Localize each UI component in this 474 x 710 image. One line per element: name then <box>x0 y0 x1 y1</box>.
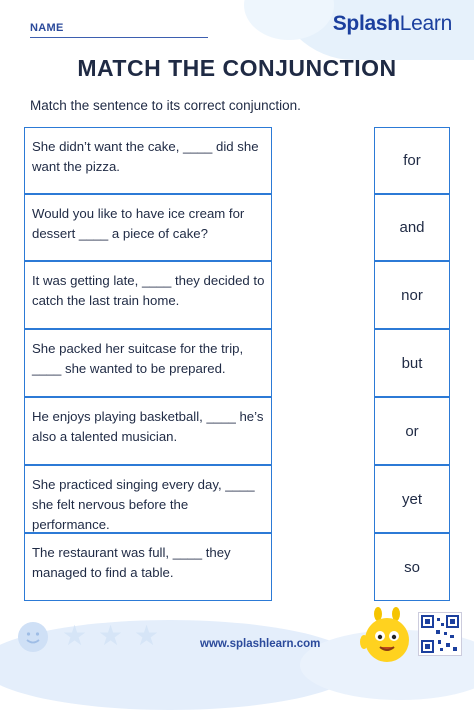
sentence-box-3 <box>24 261 272 329</box>
sentence-text: She practiced singing every day, ____ she felt nervous before the performance. <box>32 477 255 532</box>
qr-code <box>418 612 462 656</box>
sentence-box-1 <box>24 127 272 194</box>
star-icon: ★ <box>62 620 88 651</box>
instruction-text: Match the sentence to its correct conjunction. <box>30 98 301 113</box>
logo-learn-text: Learn <box>399 12 452 35</box>
conjunction-box-but[interactable] <box>374 329 450 397</box>
star-icon: ★ <box>98 620 124 651</box>
sentence-box-6 <box>24 465 272 533</box>
sentence-box-7 <box>24 533 272 601</box>
conjunction-box-nor[interactable] <box>374 261 450 329</box>
conjunction-label: or <box>405 422 419 440</box>
name-label: NAME <box>30 22 64 34</box>
sentence-box-5 <box>24 397 272 465</box>
name-line[interactable] <box>30 37 208 38</box>
sentence-text: He enjoys playing basketball, ____ he’s also a talented musician. <box>32 409 264 444</box>
conjunction-label: but <box>401 354 423 372</box>
sentence-box-4 <box>24 329 272 397</box>
conjunction-box-and[interactable] <box>374 194 450 261</box>
conjunction-label: so <box>404 558 420 576</box>
conjunction-label: yet <box>401 490 422 508</box>
conjunction-label: for <box>403 152 421 169</box>
sentence-text: She packed her suitcase for the trip, ____ she wanted to be prepared. <box>32 341 244 376</box>
sentence-text: She didn’t want the cake, ____ did she want the pizza. <box>32 139 259 174</box>
sentence-text: It was getting late, ____ they decided to catch the last train home. <box>32 273 265 308</box>
conjunction-label: nor <box>401 286 423 304</box>
star-icon: ★ <box>134 620 160 651</box>
mascot-icon <box>360 606 416 664</box>
conjunction-box-so[interactable] <box>374 533 450 601</box>
conjunction-label: and <box>399 219 425 236</box>
smiley-icon <box>18 622 48 652</box>
conjunction-box-or[interactable] <box>374 397 450 465</box>
conjunction-box-yet[interactable] <box>374 465 450 533</box>
conjunction-box-for[interactable] <box>374 127 450 194</box>
splashlearn-logo <box>333 12 452 36</box>
logo-splash-text: Splash <box>332 12 400 35</box>
sentence-text: The restaurant was full, ____ they managed to find a table. <box>32 545 231 580</box>
sentence-box-2 <box>24 194 272 261</box>
sentence-text: Would you like to have ice cream for dessert ____ a piece of cake? <box>32 206 245 241</box>
page-title: MATCH THE CONJUNCTION <box>77 55 397 81</box>
footer-url: www.splashlearn.com <box>200 638 321 650</box>
